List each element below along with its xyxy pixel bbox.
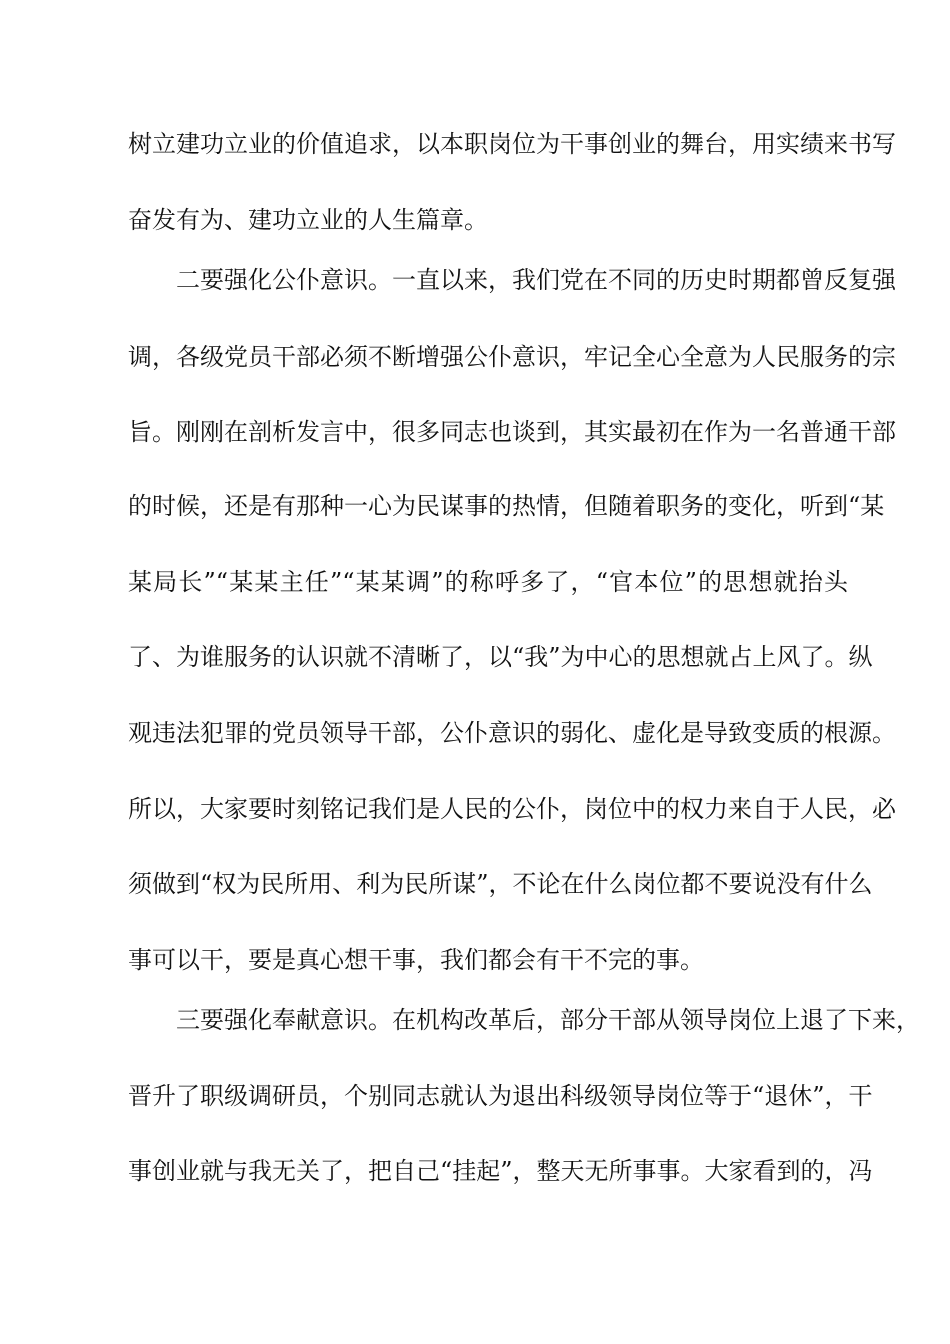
text-line-9: 观违法犯罪的党员领导干部，公仆意识的弱化、虚化是导致变质的根源。 — [128, 719, 896, 747]
text-line-8: 了、为谁服务的认识就不清晰了，以“我”为中心的思想就占上风了。纵 — [128, 643, 873, 671]
text-line-11: 须做到“权为民所用、利为民所谋”，不论在什么岗位都不要说没有什么 — [128, 870, 873, 898]
text-line-1: 树立建功立业的价值追求，以本职岗位为干事创业的舞台，用实绩来书写 — [128, 130, 896, 158]
text-line-10: 所以，大家要时刻铭记我们是人民的公仆，岗位中的权力来自于人民，必 — [128, 795, 896, 823]
text-line-15: 事创业就与我无关了，把自己“挂起”，整天无所事事。大家看到的，冯 — [128, 1157, 873, 1185]
text-line-7: 某局长”“某某主任”“某某调”的称呼多了，“官本位”的思想就抬头 — [128, 568, 848, 596]
text-line-4: 调，各级党员干部必须不断增强公仆意识，牢记全心全意为人民服务的宗 — [128, 343, 896, 371]
paragraph-2-line-1: 二要强化公仆意识。一直以来，我们党在不同的历史时期都曾反复强 — [176, 266, 896, 294]
text-line-12: 事可以干，要是真心想干事，我们都会有干不完的事。 — [128, 946, 704, 974]
text-line-2: 奋发有为、建功立业的人生篇章。 — [128, 206, 488, 234]
text-line-5: 旨。刚刚在剖析发言中，很多同志也谈到，其实最初在作为一名普通干部 — [128, 418, 896, 446]
text-line-14: 晋升了职级调研员，个别同志就认为退出科级领导岗位等于“退休”，干 — [128, 1082, 873, 1110]
text-line-6: 的时候，还是有那种一心为民谋事的热情，但随着职务的变化，听到“某 — [128, 492, 885, 520]
paragraph-3-line-1: 三要强化奉献意识。在机构改革后，部分干部从领导岗位上退了下来， — [176, 1006, 920, 1034]
